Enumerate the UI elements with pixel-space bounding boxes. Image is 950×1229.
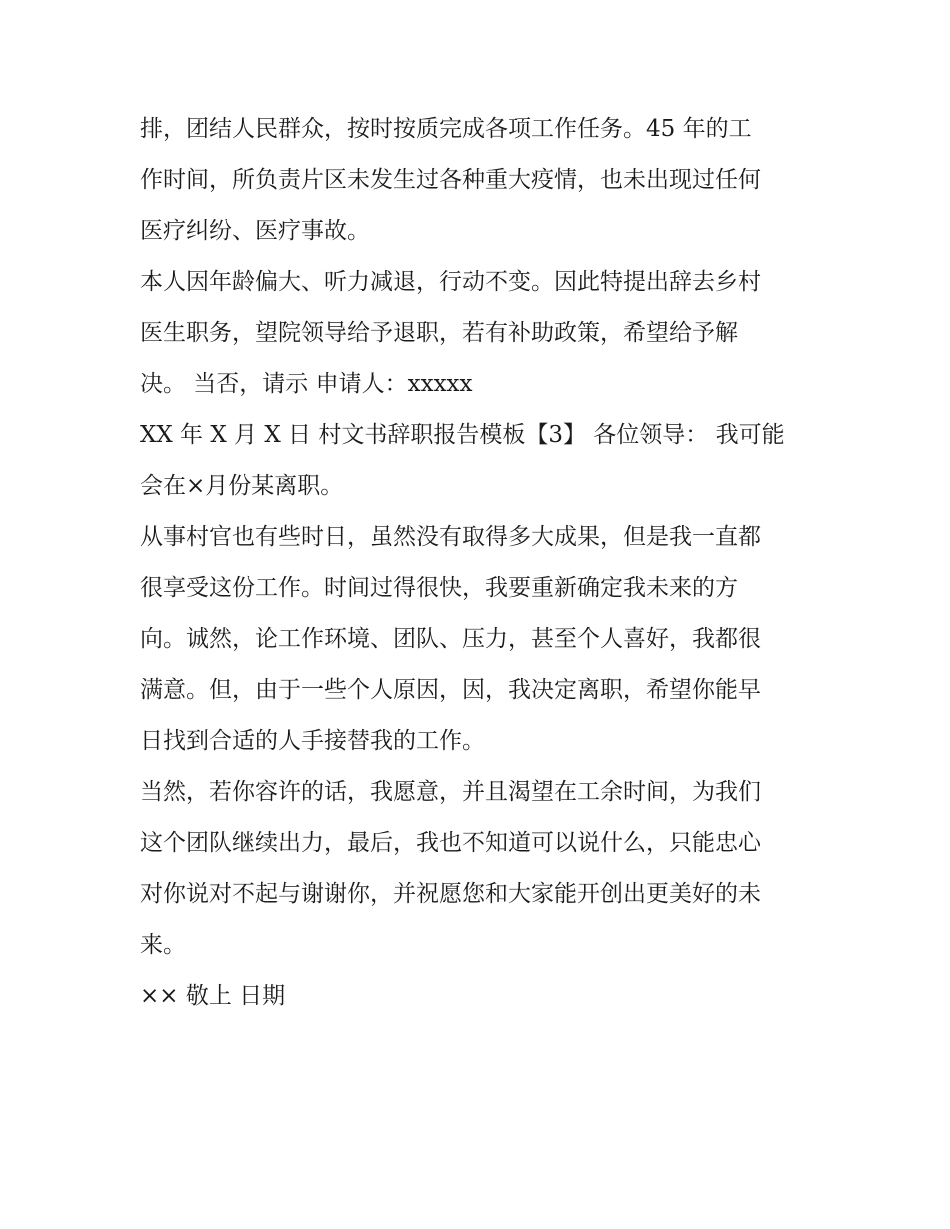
text-line: ×× 敬上 日期 — [140, 983, 286, 1009]
text-line: 这个团队继续出力，最后，我也不知道可以说什么，只能忠心 — [140, 830, 761, 856]
text-line: 当然，若你容许的话，我愿意，并且渴望在工余时间，为我们 — [140, 779, 761, 805]
text-line: 本人因年龄偏大、听力减退，行动不变。因此特提出辞去乡村 — [140, 269, 761, 295]
text-line: 来。 — [140, 932, 186, 958]
text-line: 对你说对不起与谢谢你，并祝愿您和大家能开创出更美好的未 — [140, 881, 761, 907]
text-line: 满意。但，由于一些个人原因，因，我决定离职，希望你能早 — [140, 677, 761, 703]
document-body — [140, 104, 812, 1022]
text-line: 医生职务，望院领导给予退职，若有补助政策，希望给予解 — [140, 320, 738, 346]
text-line: 很享受这份工作。时间过得很快，我要重新确定我未来的方 — [140, 575, 738, 601]
text-line: 决。 当否，请示 申请人：xxxxx — [140, 371, 473, 397]
text-line: 作时间，所负责片区未发生过各种重大疫情，也未出现过任何 — [140, 167, 761, 193]
text-line: XX 年 X 月 X 日 村文书辞职报告模板【3】 各位领导： 我可能 — [140, 422, 785, 448]
text-line: 排，团结人民群众，按时按质完成各项工作任务。45 年的工 — [140, 116, 752, 142]
text-line: 日找到合适的人手接替我的工作。 — [140, 728, 485, 754]
text-line: 会在×月份某离职。 — [140, 473, 344, 499]
text-line: 向。诚然，论工作环境、团队、压力，甚至个人喜好，我都很 — [140, 626, 761, 652]
text-line: 从事村官也有些时日，虽然没有取得多大成果，但是我一直都 — [140, 524, 761, 550]
text-line: 医疗纠纷、医疗事故。 — [140, 218, 370, 244]
